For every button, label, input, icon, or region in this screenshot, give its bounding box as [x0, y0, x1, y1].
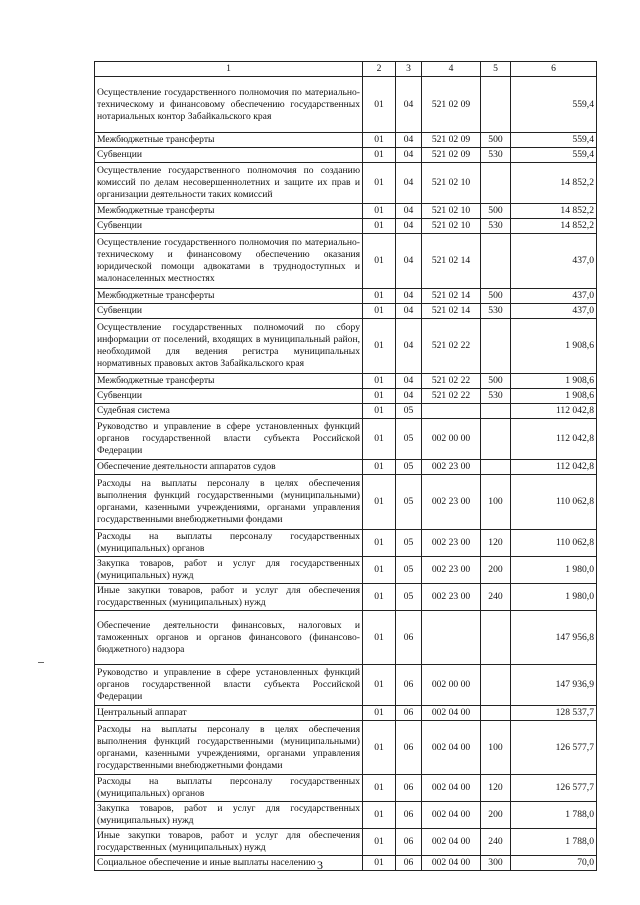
- row-target-article-code: 521 02 22: [422, 374, 481, 389]
- row-target-article-code: 002 23 00: [422, 460, 481, 475]
- row-section-code: 01: [363, 234, 396, 289]
- row-description: Субвенции: [95, 148, 363, 163]
- row-expense-type-code: [481, 706, 511, 721]
- table-row: [95, 530, 597, 557]
- row-amount: 112 042,8: [511, 404, 597, 419]
- row-amount: 1 908,6: [511, 319, 597, 374]
- table-row: [95, 234, 597, 289]
- row-amount: 110 062,8: [511, 475, 597, 530]
- row-amount: 126 577,7: [511, 721, 597, 775]
- row-subsection-code: 06: [396, 665, 422, 706]
- row-expense-type-code: [481, 77, 511, 133]
- table-row: [95, 775, 597, 802]
- row-expense-type-code: 500: [481, 374, 511, 389]
- table-row: [95, 77, 597, 133]
- row-expense-type-code: 530: [481, 219, 511, 234]
- row-amount: 14 852,2: [511, 219, 597, 234]
- row-section-code: 01: [363, 557, 396, 584]
- row-subsection-code: 05: [396, 475, 422, 530]
- row-subsection-code: 04: [396, 304, 422, 319]
- row-target-article-code: 002 04 00: [422, 721, 481, 775]
- row-amount: 14 852,2: [511, 163, 597, 204]
- row-subsection-code: 06: [396, 775, 422, 802]
- row-subsection-code: 06: [396, 721, 422, 775]
- row-amount: 70,0: [511, 856, 597, 871]
- row-amount: 559,4: [511, 133, 597, 148]
- table-row: [95, 133, 597, 148]
- row-target-article-code: 521 02 14: [422, 304, 481, 319]
- row-description: Расходы на выплаты персоналу в целях обеспечения выполнения функций государственными (муниципальными) органами, казенными учреждениями, органами управления государственными внебюджетными фондами: [95, 721, 363, 775]
- column-header-1: 1: [95, 62, 363, 77]
- row-description: Расходы на выплаты персоналу государственных (муниципальных) органов: [95, 530, 363, 557]
- table-row: [95, 721, 597, 775]
- row-description: Закупка товаров, работ и услуг для государственных (муниципальных) нужд: [95, 802, 363, 829]
- row-subsection-code: 06: [396, 802, 422, 829]
- row-section-code: 01: [363, 721, 396, 775]
- row-target-article-code: 521 02 14: [422, 289, 481, 304]
- row-description: Субвенции: [95, 219, 363, 234]
- row-amount: 559,4: [511, 148, 597, 163]
- row-subsection-code: 05: [396, 419, 422, 460]
- row-amount: 437,0: [511, 304, 597, 319]
- row-section-code: 01: [363, 475, 396, 530]
- row-amount: 437,0: [511, 289, 597, 304]
- column-header-6: 6: [511, 62, 597, 77]
- row-target-article-code: [422, 611, 481, 665]
- row-description: Межбюджетные трансферты: [95, 374, 363, 389]
- row-subsection-code: 04: [396, 163, 422, 204]
- row-description: Осуществление государственного полномочия по материально-техническому и финансовому обеспечению оказания юридической помощи адвокатами в труднодоступных и малонаселенных местностях: [95, 234, 363, 289]
- row-amount: 110 062,8: [511, 530, 597, 557]
- row-description: Субвенции: [95, 389, 363, 404]
- row-expense-type-code: 530: [481, 304, 511, 319]
- row-expense-type-code: 200: [481, 802, 511, 829]
- row-target-article-code: 521 02 14: [422, 234, 481, 289]
- row-subsection-code: 06: [396, 706, 422, 721]
- table-row: [95, 204, 597, 219]
- table-row: [95, 389, 597, 404]
- row-description: Расходы на выплаты персоналу государственных (муниципальных) органов: [95, 775, 363, 802]
- row-subsection-code: 04: [396, 148, 422, 163]
- row-target-article-code: 002 23 00: [422, 475, 481, 530]
- row-expense-type-code: [481, 611, 511, 665]
- row-expense-type-code: 500: [481, 204, 511, 219]
- table-row: [95, 829, 597, 856]
- row-subsection-code: 05: [396, 404, 422, 419]
- row-subsection-code: 04: [396, 389, 422, 404]
- row-section-code: 01: [363, 856, 396, 871]
- row-amount: 1 788,0: [511, 829, 597, 856]
- row-section-code: 01: [363, 163, 396, 204]
- row-section-code: 01: [363, 802, 396, 829]
- row-subsection-code: 04: [396, 204, 422, 219]
- table-row: [95, 304, 597, 319]
- row-expense-type-code: 200: [481, 557, 511, 584]
- row-subsection-code: 04: [396, 289, 422, 304]
- row-amount: 112 042,8: [511, 419, 597, 460]
- row-amount: 1 980,0: [511, 557, 597, 584]
- row-target-article-code: 521 02 09: [422, 148, 481, 163]
- row-subsection-code: 05: [396, 460, 422, 475]
- row-expense-type-code: [481, 419, 511, 460]
- row-subsection-code: 04: [396, 77, 422, 133]
- table-row: [95, 802, 597, 829]
- row-expense-type-code: 100: [481, 475, 511, 530]
- row-amount: 126 577,7: [511, 775, 597, 802]
- row-target-article-code: 002 04 00: [422, 775, 481, 802]
- column-header-2: 2: [363, 62, 396, 77]
- table-row: [95, 706, 597, 721]
- row-target-article-code: 521 02 10: [422, 219, 481, 234]
- table-row: [95, 374, 597, 389]
- row-expense-type-code: 240: [481, 829, 511, 856]
- row-expense-type-code: 500: [481, 133, 511, 148]
- row-target-article-code: 521 02 22: [422, 319, 481, 374]
- table-row: [95, 289, 597, 304]
- row-description: Иные закупки товаров, работ и услуг для обеспечения государственных (муниципальных) нужд: [95, 584, 363, 611]
- row-subsection-code: 05: [396, 584, 422, 611]
- row-description: Межбюджетные трансферты: [95, 289, 363, 304]
- row-section-code: 01: [363, 665, 396, 706]
- row-amount: 1 980,0: [511, 584, 597, 611]
- row-description: Руководство и управление в сфере установленных функций органов государственной власти субъекта Российской Федерации: [95, 419, 363, 460]
- row-target-article-code: 002 23 00: [422, 584, 481, 611]
- row-target-article-code: 521 02 10: [422, 204, 481, 219]
- table-row: [95, 163, 597, 204]
- row-section-code: 01: [363, 148, 396, 163]
- row-description: Закупка товаров, работ и услуг для государственных (муниципальных) нужд: [95, 557, 363, 584]
- row-target-article-code: 002 04 00: [422, 829, 481, 856]
- row-expense-type-code: 100: [481, 721, 511, 775]
- row-section-code: 01: [363, 706, 396, 721]
- table-row: [95, 219, 597, 234]
- row-expense-type-code: [481, 404, 511, 419]
- row-target-article-code: 521 02 09: [422, 133, 481, 148]
- table-row: [95, 419, 597, 460]
- row-description: Центральный аппарат: [95, 706, 363, 721]
- row-subsection-code: 04: [396, 234, 422, 289]
- row-subsection-code: 04: [396, 374, 422, 389]
- row-expense-type-code: 500: [481, 289, 511, 304]
- budget-document: [94, 61, 596, 871]
- budget-table: [94, 61, 597, 871]
- row-amount: 559,4: [511, 77, 597, 133]
- row-description: Субвенции: [95, 304, 363, 319]
- margin-mark: [38, 662, 44, 663]
- row-expense-type-code: 240: [481, 584, 511, 611]
- row-expense-type-code: 120: [481, 775, 511, 802]
- row-description: Обеспечение деятельности финансовых, налоговых и таможенных органов и органов финансового (финансово-бюджетного) надзора: [95, 611, 363, 665]
- row-amount: 437,0: [511, 234, 597, 289]
- row-description: Осуществление государственного полномочия по созданию комиссий по делам несовершеннолетних и защите их прав и организации деятельности таких комиссий: [95, 163, 363, 204]
- row-subsection-code: 04: [396, 319, 422, 374]
- row-amount: 128 537,7: [511, 706, 597, 721]
- table-row: [95, 665, 597, 706]
- row-section-code: 01: [363, 611, 396, 665]
- row-section-code: 01: [363, 530, 396, 557]
- column-header-5: 5: [481, 62, 511, 77]
- row-subsection-code: 06: [396, 611, 422, 665]
- row-target-article-code: 002 04 00: [422, 706, 481, 721]
- row-section-code: 01: [363, 584, 396, 611]
- row-section-code: 01: [363, 133, 396, 148]
- row-section-code: 01: [363, 404, 396, 419]
- row-expense-type-code: [481, 163, 511, 204]
- row-expense-type-code: 530: [481, 148, 511, 163]
- row-target-article-code: 521 02 10: [422, 163, 481, 204]
- row-target-article-code: 002 04 00: [422, 802, 481, 829]
- row-subsection-code: 06: [396, 829, 422, 856]
- row-section-code: 01: [363, 460, 396, 475]
- row-section-code: 01: [363, 304, 396, 319]
- table-row: [95, 475, 597, 530]
- row-description: Иные закупки товаров, работ и услуг для обеспечения государственных (муниципальных) нужд: [95, 829, 363, 856]
- row-section-code: 01: [363, 829, 396, 856]
- row-target-article-code: 521 02 09: [422, 77, 481, 133]
- table-row: [95, 404, 597, 419]
- row-expense-type-code: [481, 665, 511, 706]
- row-section-code: 01: [363, 289, 396, 304]
- row-expense-type-code: [481, 319, 511, 374]
- table-header-row: [95, 62, 597, 77]
- row-amount: 147 936,9: [511, 665, 597, 706]
- row-expense-type-code: [481, 460, 511, 475]
- row-amount: 1 908,6: [511, 389, 597, 404]
- table-row: [95, 319, 597, 374]
- budget-table-body: [95, 62, 597, 871]
- row-amount: 1 788,0: [511, 802, 597, 829]
- row-subsection-code: 04: [396, 133, 422, 148]
- row-description: Расходы на выплаты персоналу в целях обеспечения выполнения функций государственными (муниципальными) органами, казенными учреждениями, органами управления государственными внебюджетными фондами: [95, 475, 363, 530]
- table-row: [95, 148, 597, 163]
- row-subsection-code: 05: [396, 530, 422, 557]
- table-row: [95, 460, 597, 475]
- row-description: Судебная система: [95, 404, 363, 419]
- table-row: [95, 584, 597, 611]
- row-amount: 1 908,6: [511, 374, 597, 389]
- table-row: [95, 611, 597, 665]
- row-section-code: 01: [363, 77, 396, 133]
- row-description: Социальное обеспечение и иные выплаты населению: [95, 856, 363, 871]
- row-section-code: 01: [363, 319, 396, 374]
- row-description: Межбюджетные трансферты: [95, 204, 363, 219]
- row-target-article-code: [422, 404, 481, 419]
- row-amount: 112 042,8: [511, 460, 597, 475]
- table-row: [95, 557, 597, 584]
- row-target-article-code: 002 23 00: [422, 557, 481, 584]
- row-expense-type-code: 300: [481, 856, 511, 871]
- page-number: 3: [317, 858, 323, 872]
- row-target-article-code: 002 00 00: [422, 665, 481, 706]
- row-description: Межбюджетные трансферты: [95, 133, 363, 148]
- row-target-article-code: 002 23 00: [422, 530, 481, 557]
- row-description: Обеспечение деятельности аппаратов судов: [95, 460, 363, 475]
- row-description: Осуществление государственного полномочия по материально-техническому и финансовому обеспечению государственных нотариальных контор Забайкальского края: [95, 77, 363, 133]
- row-expense-type-code: [481, 234, 511, 289]
- row-subsection-code: 04: [396, 219, 422, 234]
- row-amount: 147 956,8: [511, 611, 597, 665]
- row-amount: 14 852,2: [511, 204, 597, 219]
- row-expense-type-code: 120: [481, 530, 511, 557]
- row-section-code: 01: [363, 204, 396, 219]
- row-target-article-code: 521 02 22: [422, 389, 481, 404]
- row-subsection-code: 06: [396, 856, 422, 871]
- row-subsection-code: 05: [396, 557, 422, 584]
- row-target-article-code: 002 00 00: [422, 419, 481, 460]
- row-section-code: 01: [363, 219, 396, 234]
- column-header-4: 4: [422, 62, 481, 77]
- row-section-code: 01: [363, 419, 396, 460]
- row-section-code: 01: [363, 775, 396, 802]
- row-description: Осуществление государственных полномочий по сбору информации от поселений, входящих в муниципальный район, необходимой для ведения регистра муниципальных нормативных правовых актов Забайкальского края: [95, 319, 363, 374]
- row-expense-type-code: 530: [481, 389, 511, 404]
- row-section-code: 01: [363, 389, 396, 404]
- row-target-article-code: 002 04 00: [422, 856, 481, 871]
- row-description: Руководство и управление в сфере установленных функций органов государственной власти субъекта Российской Федерации: [95, 665, 363, 706]
- column-header-3: 3: [396, 62, 422, 77]
- row-section-code: 01: [363, 374, 396, 389]
